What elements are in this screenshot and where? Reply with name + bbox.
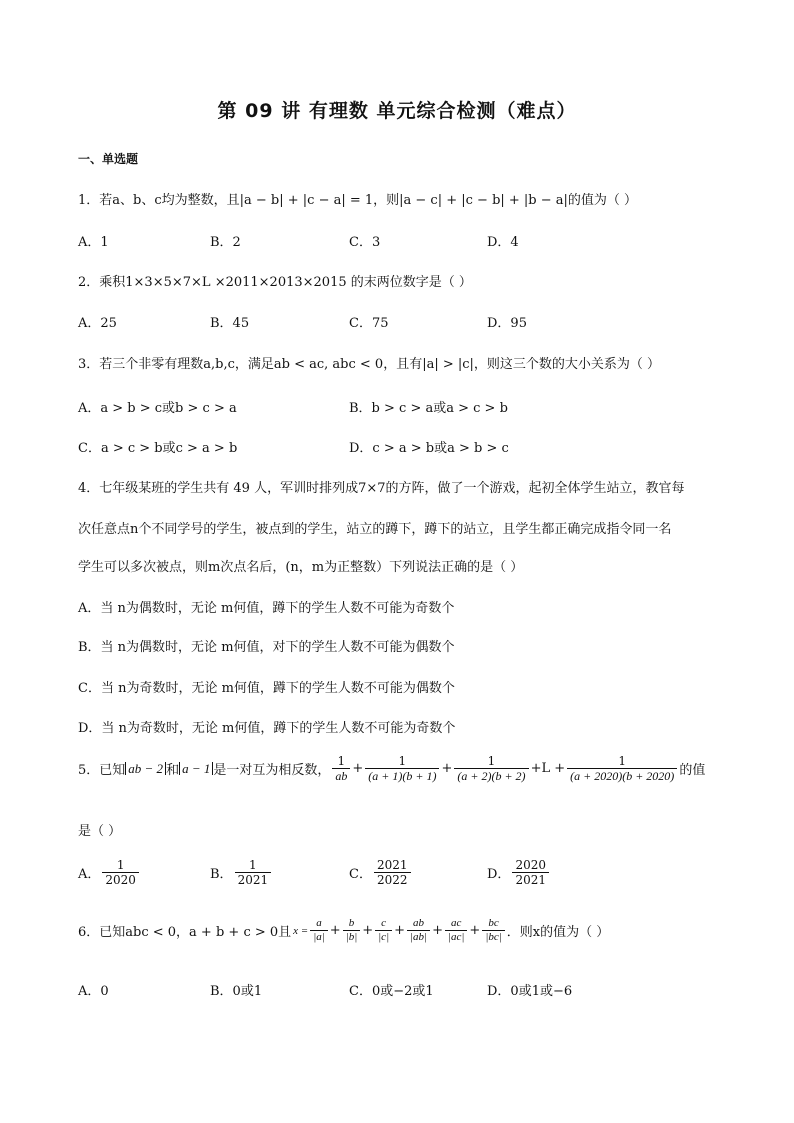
q6-x-equals: x = [293, 924, 309, 937]
question-6: 6．已知abc < 0，a + b + c > 0且 x = $\frac{a}{|a|}$ + $\frac{b}{|b|}$ + $\frac{c}{|c|}$ + $\frac{ab}{|ab|}$ + $\frac{ac}{|ac|}$ + $\frac{bc}{|bc|}$ ．则x的值为（ ） [78, 917, 610, 943]
q5-abs-a-minus-1: a − 1 [179, 762, 213, 775]
q6-option-a: A．0 [78, 984, 109, 999]
q2-option-a: A．25 [78, 316, 117, 331]
question-4-line-1: 4．七年级某班的学生共有 49 人，军训时排列成7×7的方阵，做了一个游戏，起初全体学生站立，教官每 [78, 481, 685, 496]
q5-fraction-4: $\frac{1}{(a + 2020)(b + 2020)}$ [567, 754, 677, 783]
q6-term-2: $\frac{b}{|b|}$ [343, 917, 361, 944]
q5-option-d: D． $\frac{2020}{2021}$ [487, 858, 551, 887]
question-4-line-3: 学生可以多次被点，则m次点名后，(n，m为正整数）下列说法正确的是（ ） [78, 560, 524, 575]
section-heading: 一、单选题 [78, 152, 139, 166]
q6-term-5: $\frac{ac}{|ac|}$ [445, 917, 467, 944]
q5-abs-ab-minus-2: ab − 2 [125, 762, 166, 775]
q5-ellipsis: +L + [530, 761, 566, 776]
q2-option-c: C．75 [349, 316, 389, 331]
q5-and: 和 [166, 763, 180, 778]
question-5-line-1: 5．已知 ab − 2 和 a − 1 是一对互为相反数， $\frac{1}{ab}$ + $\frac{1}{(a + 1)(b + 1)}$ + $\frac{1}{(a + 2)(b + 2)}$ +L + $\frac{1}{(a + 2020)(b + 2020)}$ 的值 [78, 754, 706, 783]
q5-option-a: A． $\frac{1}{2020}$ [78, 858, 141, 887]
q5-option-b: B． $\frac{1}{2021}$ [210, 858, 273, 887]
q6-prefix: 6．已知abc < 0，a + b + c > 0且 [78, 925, 292, 940]
q6-post: ．则x的值为（ ） [506, 925, 610, 940]
q3-option-a: A．a > b > c或b > c > a [78, 401, 237, 416]
q3-option-c: C．a > c > b或c > a > b [78, 441, 238, 456]
q6-term-1: $\frac{a}{|a|}$ [310, 917, 328, 944]
q4-option-c: C．当 n为奇数时，无论 m何值，蹲下的学生人数不可能为偶数个 [78, 681, 455, 696]
question-1: 1．若a、b、c均为整数，且|a − b| + |c − a| = 1，则|a − c| + |c − b| + |b − a|的值为（ ） [78, 193, 638, 208]
question-4-line-2: 次任意点n个不同学号的学生，被点到的学生，站立的蹲下，蹲下的站立，且学生都正确完成指令同一名 [78, 522, 672, 537]
q5-fraction-1: $\frac{1}{ab}$ [332, 754, 350, 783]
question-2: 2．乘积1×3×5×7×L ×2011×2013×2015 的末两位数字是（ ） [78, 275, 472, 290]
q6-option-b: B．0或1 [210, 984, 263, 999]
q3-option-b: B．b > c > a或a > c > b [349, 401, 508, 416]
q1-option-c: C．3 [349, 235, 381, 250]
q5-tail: 的值 [679, 763, 706, 778]
q2-option-b: B．45 [210, 316, 250, 331]
q4-option-d: D．当 n为奇数时，无论 m何值，蹲下的学生人数不可能为奇数个 [78, 721, 456, 736]
q5-fraction-2: $\frac{1}{(a + 1)(b + 1)}$ [365, 754, 439, 783]
q1-option-a: A．1 [78, 235, 109, 250]
q5-post: 是一对互为相反数， [213, 763, 331, 778]
question-5-line-2: 是（ ） [78, 824, 122, 839]
q5-option-c: C． $\frac{2021}{2022}$ [349, 858, 413, 887]
q6-term-3: $\frac{c}{|c|}$ [375, 917, 392, 944]
q5-prefix: 5．已知 [78, 763, 126, 778]
q6-term-4: $\frac{ab}{|ab|}$ [407, 917, 430, 944]
question-3: 3．若三个非零有理数a,b,c，满足ab < ac, abc < 0，且有|a| > |c|，则这三个数的大小关系为（ ） [78, 357, 661, 372]
q5-fraction-3: $\frac{1}{(a + 2)(b + 2)}$ [454, 754, 528, 783]
q6-option-d: D．0或1或−6 [487, 984, 573, 999]
q1-option-b: B．2 [210, 235, 241, 250]
q4-option-b: B．当 n为偶数时，无论 m何值，对下的学生人数不可能为偶数个 [78, 640, 455, 655]
q6-option-c: C．0或−2或1 [349, 984, 434, 999]
page-title: 第 09 讲 有理数 单元综合检测（难点） [217, 100, 577, 122]
q4-option-a: A．当 n为偶数时，无论 m何值，蹲下的学生人数不可能为奇数个 [78, 601, 455, 616]
q2-option-d: D．95 [487, 316, 527, 331]
q1-option-d: D．4 [487, 235, 519, 250]
q6-term-6: $\frac{bc}{|bc|}$ [482, 917, 504, 944]
q3-option-d: D．c > a > b或a > b > c [349, 441, 509, 456]
